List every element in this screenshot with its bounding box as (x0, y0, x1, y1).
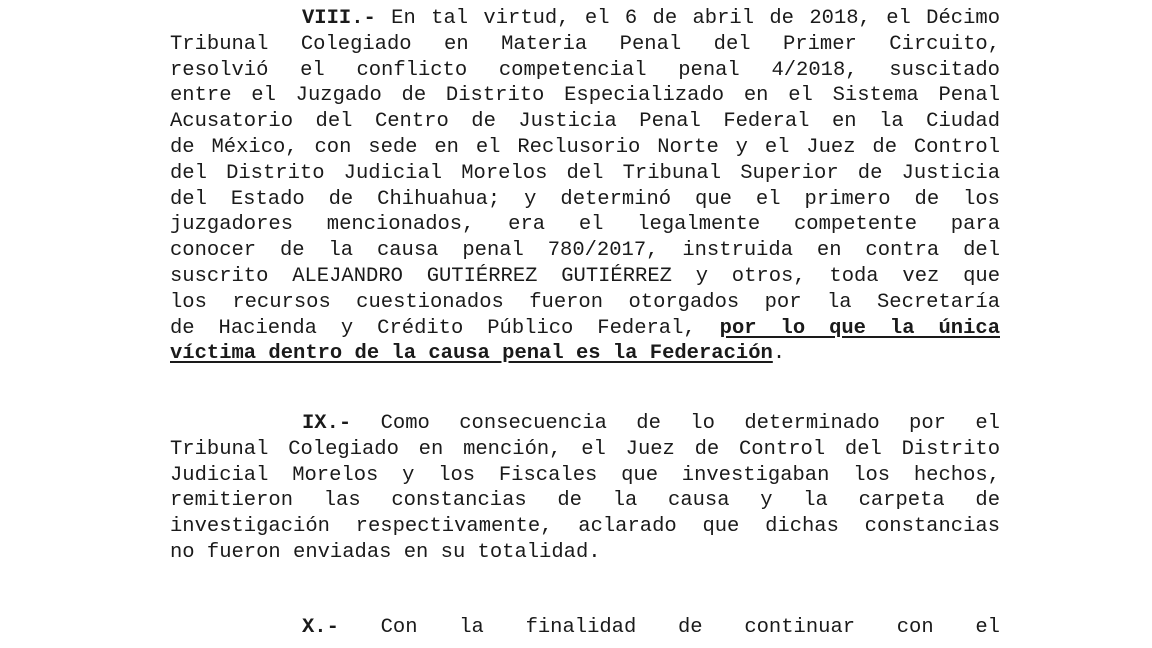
paragraph-line: juzgadores mencionados, era el legalmente competente para (170, 213, 1000, 237)
paragraph-number: X.- (302, 616, 339, 639)
paragraph-number: VIII.- (302, 7, 376, 30)
paragraph-line: no fueron enviadas en su totalidad. (170, 540, 601, 564)
paragraph-line: entre el Juzgado de Distrito Especializado en el Sistema Penal (170, 84, 1000, 108)
paragraph-x (170, 615, 1000, 641)
emphasized-text: por lo que la única (719, 316, 1000, 340)
paragraph-line: Judicial Morelos y los Fiscales que investigaban los hechos, (170, 463, 1000, 487)
paragraph-line: investigación respectivamente, aclarado que dichas constancias (170, 515, 1000, 539)
paragraph-line: conocer de la causa penal 780/2017, instruida en contra del (170, 239, 1000, 263)
paragraph-line: VIII.- En tal virtud, el 6 de abril de 2018, el Décimo (302, 7, 1000, 30)
paragraph-line: víctima dentro de la causa penal es la Federación. (170, 342, 786, 366)
paragraph-line: del Estado de Chihuahua; y determinó que el primero de los (170, 187, 1000, 211)
paragraph-line: de México, con sede en el Reclusorio Norte y el Juez de Control (170, 135, 1000, 159)
paragraph-line: Acusatorio del Centro de Justicia Penal Federal en la Ciudad (170, 110, 1000, 134)
paragraph-line: X.- Con la finalidad de continuar con el (302, 616, 1000, 639)
paragraph-line: de Hacienda y Crédito Público Federal, por lo que la única (170, 316, 1000, 340)
paragraph-ix (170, 411, 1000, 566)
paragraph-line: suscrito ALEJANDRO GUTIÉRREZ GUTIÉRREZ y otros, toda vez que (170, 264, 1000, 288)
paragraph-line: Tribunal Colegiado en mención, el Juez de Control del Distrito (170, 437, 1000, 461)
paragraph-line: los recursos cuestionados fueron otorgados por la Secretaría (170, 290, 1000, 314)
paragraph-number: IX.- (302, 412, 352, 435)
paragraph-viii (170, 6, 1000, 367)
paragraph-line: IX.- Como consecuencia de lo determinado por el (302, 412, 1000, 435)
paragraph-line: del Distrito Judicial Morelos del Tribunal Superior de Justicia (170, 161, 1000, 185)
emphasized-text: víctima dentro de la causa penal es la Federación (170, 342, 773, 366)
paragraph-line: resolvió el conflicto competencial penal 4/2018, suscitado (170, 58, 1000, 82)
paragraph-line: remitieron las constancias de la causa y la carpeta de (170, 489, 1000, 513)
paragraph-line: Tribunal Colegiado en Materia Penal del Primer Circuito, (170, 32, 1000, 56)
